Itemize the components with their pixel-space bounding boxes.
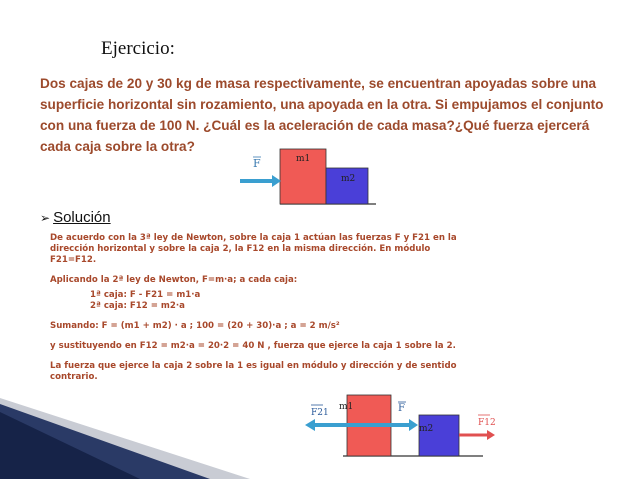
force-label: F <box>253 157 261 170</box>
f-arrow-head <box>409 419 418 431</box>
page-title: Ejercicio: <box>101 38 175 59</box>
equation-box1: 1ª caja: F - F21 = m1·a <box>90 290 201 300</box>
solution-line: Aplicando la 2ª ley de Newton, F=m·a; a cada caja: <box>50 275 298 285</box>
equation-box2: 2ª caja: F12 = m2·a <box>90 301 185 311</box>
f-label: F <box>398 403 405 414</box>
problem-line: superficie horizontal sin rozamiento, una apoyada en la otra. Si empujamos el conjunto <box>40 97 604 112</box>
conclusion-line: contrario. <box>50 372 98 382</box>
diagram-boxes-pushed <box>236 143 376 213</box>
f12-arrow-head <box>487 430 495 440</box>
conclusion-line: La fuerza que ejerce la caja 2 sobre la 1 es igual en módulo y dirección y de sentido <box>50 361 457 371</box>
solution-line: F21=F12. <box>50 255 97 265</box>
solution-heading: ➢ Solución <box>40 209 111 226</box>
f21-label: F21 <box>311 408 329 418</box>
problem-line: con una fuerza de 100 N. ¿Cuál es la aceleración de cada masa?¿Qué fuerza ejercerá <box>40 118 590 133</box>
f21-arrow-head <box>305 419 315 431</box>
problem-line: cada caja sobre la otra? <box>40 139 195 154</box>
box-m2 <box>419 415 459 456</box>
box-m2-label: m2 <box>341 174 356 184</box>
arrow-bullet-icon: ➢ <box>40 211 51 225</box>
box-m2-label: m2 <box>419 424 434 434</box>
problem-line: Dos cajas de 20 y 30 kg de masa respectivamente, se encuentran apoyadas sobre una <box>40 76 597 91</box>
diagram-force-pairs <box>303 393 523 463</box>
box-m1-label: m1 <box>296 154 311 164</box>
f12-label: F12 <box>478 418 496 428</box>
box-m1-label: m1 <box>339 402 354 412</box>
solution-line: dirección horizontal y sobre la caja 2, la F12 en la misma dirección. En módulo <box>50 244 431 254</box>
solution-body <box>50 233 610 383</box>
sum-equation: Sumando: F = (m1 + m2) · a ; 100 = (20 + 30)·a ; a = 2 m/s² <box>50 321 340 331</box>
solution-line: De acuerdo con la 3ª ley de Newton, sobre la caja 1 actúan las fuerzas F y F21 en la <box>50 233 457 243</box>
substitution-line: y sustituyendo en F12 = m2·a = 20·2 = 40 N , fuerza que ejerce la caja 1 sobre la 2. <box>50 341 456 351</box>
